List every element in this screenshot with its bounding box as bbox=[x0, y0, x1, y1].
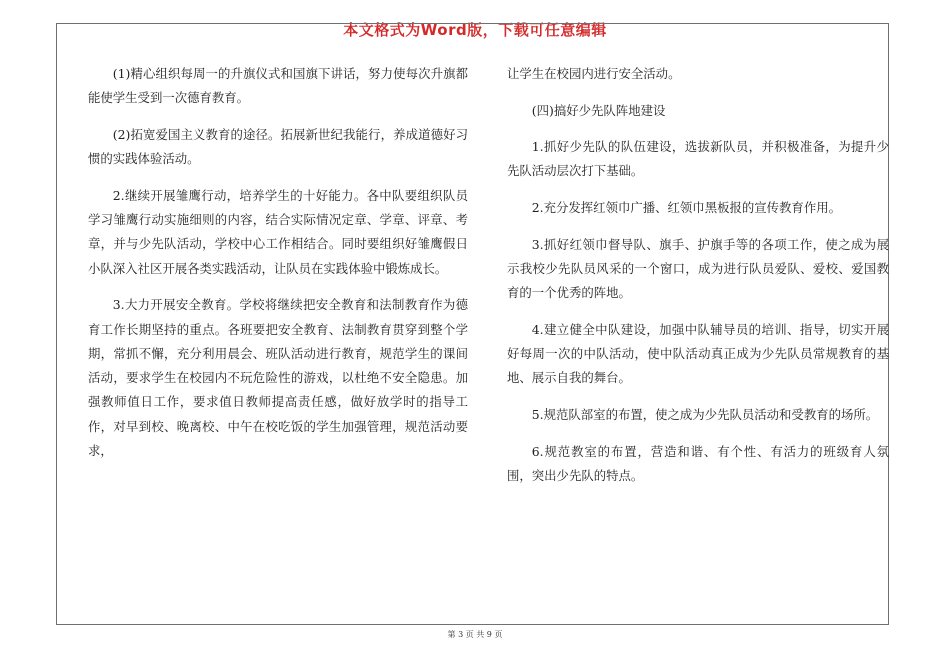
section-heading-pioneer-base: (四)搞好少先队阵地建设 bbox=[531, 102, 666, 118]
paragraph-broadcast: 2.充分发挥红领巾广播、红领巾黑板报的宣传教育作用。 bbox=[531, 200, 841, 216]
paragraph-eagle-action: 2.继续开展雏鹰行动，培养学生的十好能力。各中队要组织队员学习雏鹰行动实施细则的内容，结合实际情况定章、学章、评章、考章，并与少先队活动，学校中心工作相结合。同时要组织好雏鹰假日小队深入社区开展各类实践活动，让队员在实践体验中锻炼成长。 bbox=[88, 187, 468, 276]
paragraph-supervision-team: 3.抓好红领巾督导队、旗手、护旗手等的各项工作，使之成为展示我校少先队员风采的一个窗口，成为进行队员爱队、爱校、爱国教育的一个优秀的阵地。 bbox=[507, 236, 889, 301]
word-format-banner: 本文格式为Word版，下载可任意编辑 bbox=[343, 21, 607, 39]
page-number: 第 3 页 共 9 页 bbox=[447, 630, 503, 639]
left-text-column bbox=[88, 62, 468, 476]
paragraph-safety-education: 3.大力开展安全教育。学校将继续把安全教育和法制教育作为德育工作长期坚持的重点。各班要把安全教育、法制教育贯穿到整个学期，常抓不懈，充分利用晨会、班队活动进行教育，规范学生的课间活动，要求学生在校园内不玩危险性的游戏，以杜绝不安全隐患。加强教师值日工作，要求值日教师提高责任感，做好放学时的指导工作，对早到校、晚离校、中午在校吃饭的学生加强管理，规范活动要求， bbox=[88, 297, 468, 459]
right-text-column bbox=[507, 62, 889, 501]
paragraph-team-room: 5.规范队部室的布置，使之成为少先队员活动和受教育的场所。 bbox=[531, 407, 879, 423]
paragraph-flag-ceremony: (1)精心组织每周一的升旗仪式和国旗下讲话，努力使每次升旗都能使学生受到一次德育教育。 bbox=[88, 66, 468, 106]
paragraph-patriotic-education: (2)拓宽爱国主义教育的途径。拓展新世纪我能行，养成道德好习惯的实践体验活动。 bbox=[88, 126, 468, 167]
paragraph-squad-building: 4.建立健全中队建设，加强中队辅导员的培训、指导，切实开展好每周一次的中队活动，使中队活动真正成为少先队员常规教育的基地、展示自我的舞台。 bbox=[507, 321, 889, 386]
paragraph-continuation: 让学生在校园内进行安全活动。 bbox=[507, 66, 681, 81]
paragraph-classroom-layout: 6.规范教室的布置，营造和谐、有个性、有活力的班级育人氛围，突出少先队的特点。 bbox=[507, 443, 889, 483]
paragraph-team-building: 1.抓好少先队的队伍建设，选拔新队员，并积极准备，为提升少先队活动层次打下基础。 bbox=[507, 139, 889, 179]
